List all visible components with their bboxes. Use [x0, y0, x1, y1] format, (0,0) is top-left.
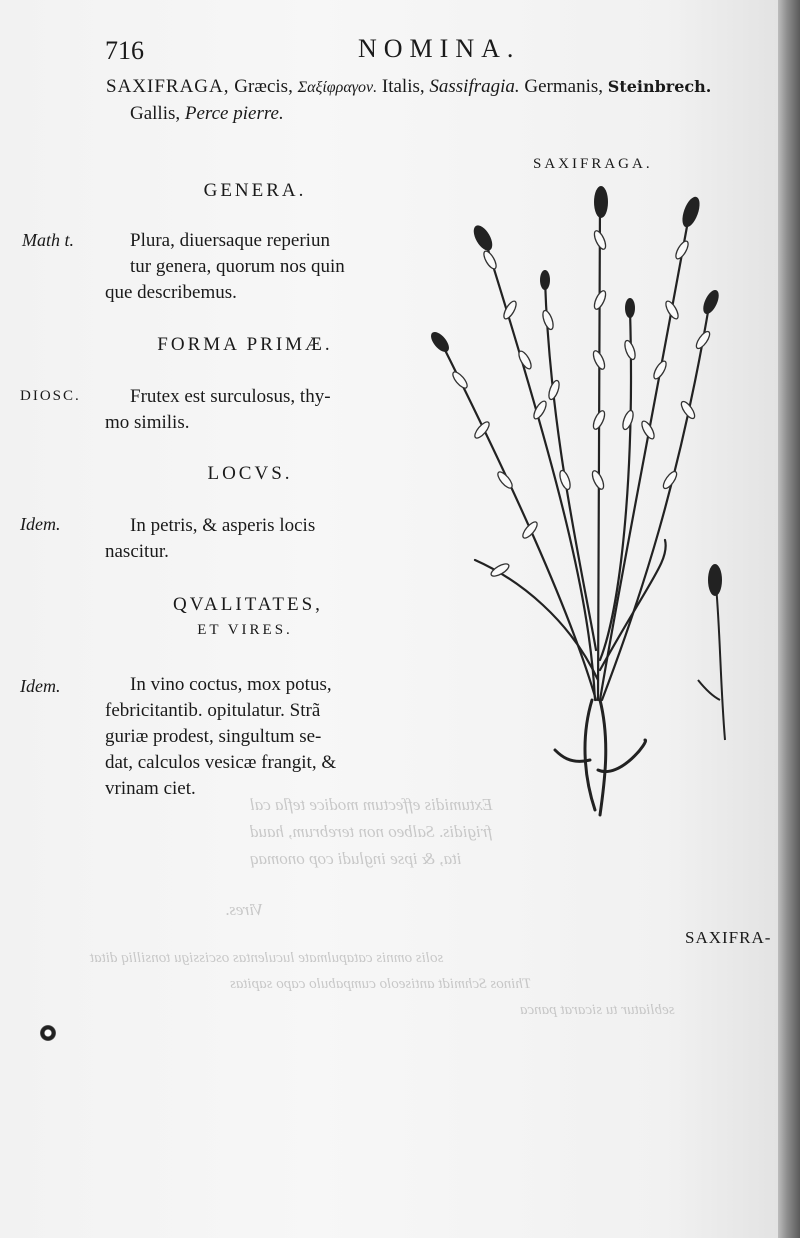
section-text-forma	[105, 384, 390, 436]
text-line: dat, calculos vesicæ frangit, &	[105, 752, 337, 773]
text-line: guriæ prodest, singultum se-	[105, 726, 322, 747]
text-line: In vino coctus, mox potus,	[130, 674, 332, 695]
text-line: mo similis.	[105, 412, 190, 433]
bleed-through-line: ita, & ipse ingludi cop onomaq	[250, 849, 462, 868]
section-heading-locus: LOCVS.	[207, 463, 293, 484]
italian-name: Sassifragia.	[429, 76, 520, 97]
binding-hole	[40, 1025, 56, 1041]
german-name: Steinbrech.	[607, 77, 712, 96]
figure-caption: SAXIFRAGA.	[533, 156, 653, 172]
text-line: In petris, & asperis locis	[130, 515, 316, 536]
italian-label: Italis,	[377, 76, 430, 97]
section-heading-qualitates: QVALITATES,	[173, 594, 323, 615]
section-heading-genera: GENERA.	[203, 180, 307, 201]
section-text-locus	[105, 513, 390, 565]
section-text-genera	[105, 228, 390, 306]
margin-note-forma: DIOSC.	[20, 388, 81, 404]
margin-note-genera: Math t.	[22, 230, 74, 250]
greek-label: Græcis,	[229, 76, 298, 97]
section-text-qualitates	[105, 672, 390, 802]
text-line: tur genera, quorum nos quin	[130, 256, 345, 277]
names-line-1	[106, 76, 711, 98]
page-number: 716	[105, 36, 144, 65]
section-heading-forma: FORMA PRIMÆ.	[157, 334, 333, 355]
page-edge-shadow	[778, 0, 800, 1238]
text-line: vrinam ciet.	[105, 778, 196, 799]
french-name: Perce pierre.	[184, 103, 284, 124]
saxifraga-woodcut-illustration	[420, 180, 740, 830]
text-line: Plura, diuersaque reperiun	[130, 230, 330, 251]
greek-name: Σαξίφραγον.	[297, 79, 378, 96]
german-label: Germanis,	[519, 76, 608, 97]
text-line: Frutex est surculosus, thy-	[130, 386, 331, 407]
section-subheading-vires: ET VIRES.	[197, 622, 293, 638]
bleed-through-line: Extumidis effectum modice tefla cal	[250, 795, 493, 814]
bleed-through-line: Vires.	[225, 900, 264, 919]
bleed-through-line: Thinos Schmidt antiseolo cumpabulo capo sapitas	[230, 976, 532, 992]
catchword: SAXIFRA-	[685, 928, 772, 947]
names-line-2	[130, 103, 284, 125]
text-line: que describemus.	[105, 282, 237, 303]
text-line: nascitur.	[105, 541, 169, 562]
running-title: NOMINA.	[358, 34, 521, 63]
bleed-through-line: frigidis. Salbeo non terebrum, haud	[250, 822, 493, 841]
plant-name: SAXIFRAGA,	[106, 76, 230, 97]
margin-note-qualitates: Idem.	[20, 676, 61, 696]
margin-note-locus: Idem.	[20, 514, 61, 534]
text-line: febricitantib. opitulatur. Strã	[105, 700, 321, 721]
bleed-through-line: sebliatur tu sicarat panca	[520, 1002, 675, 1018]
french-label: Gallis,	[130, 103, 185, 124]
bleed-through-line: solis omnis catapulmate luculentas oscissigu tonsilliq ditat	[90, 950, 444, 966]
